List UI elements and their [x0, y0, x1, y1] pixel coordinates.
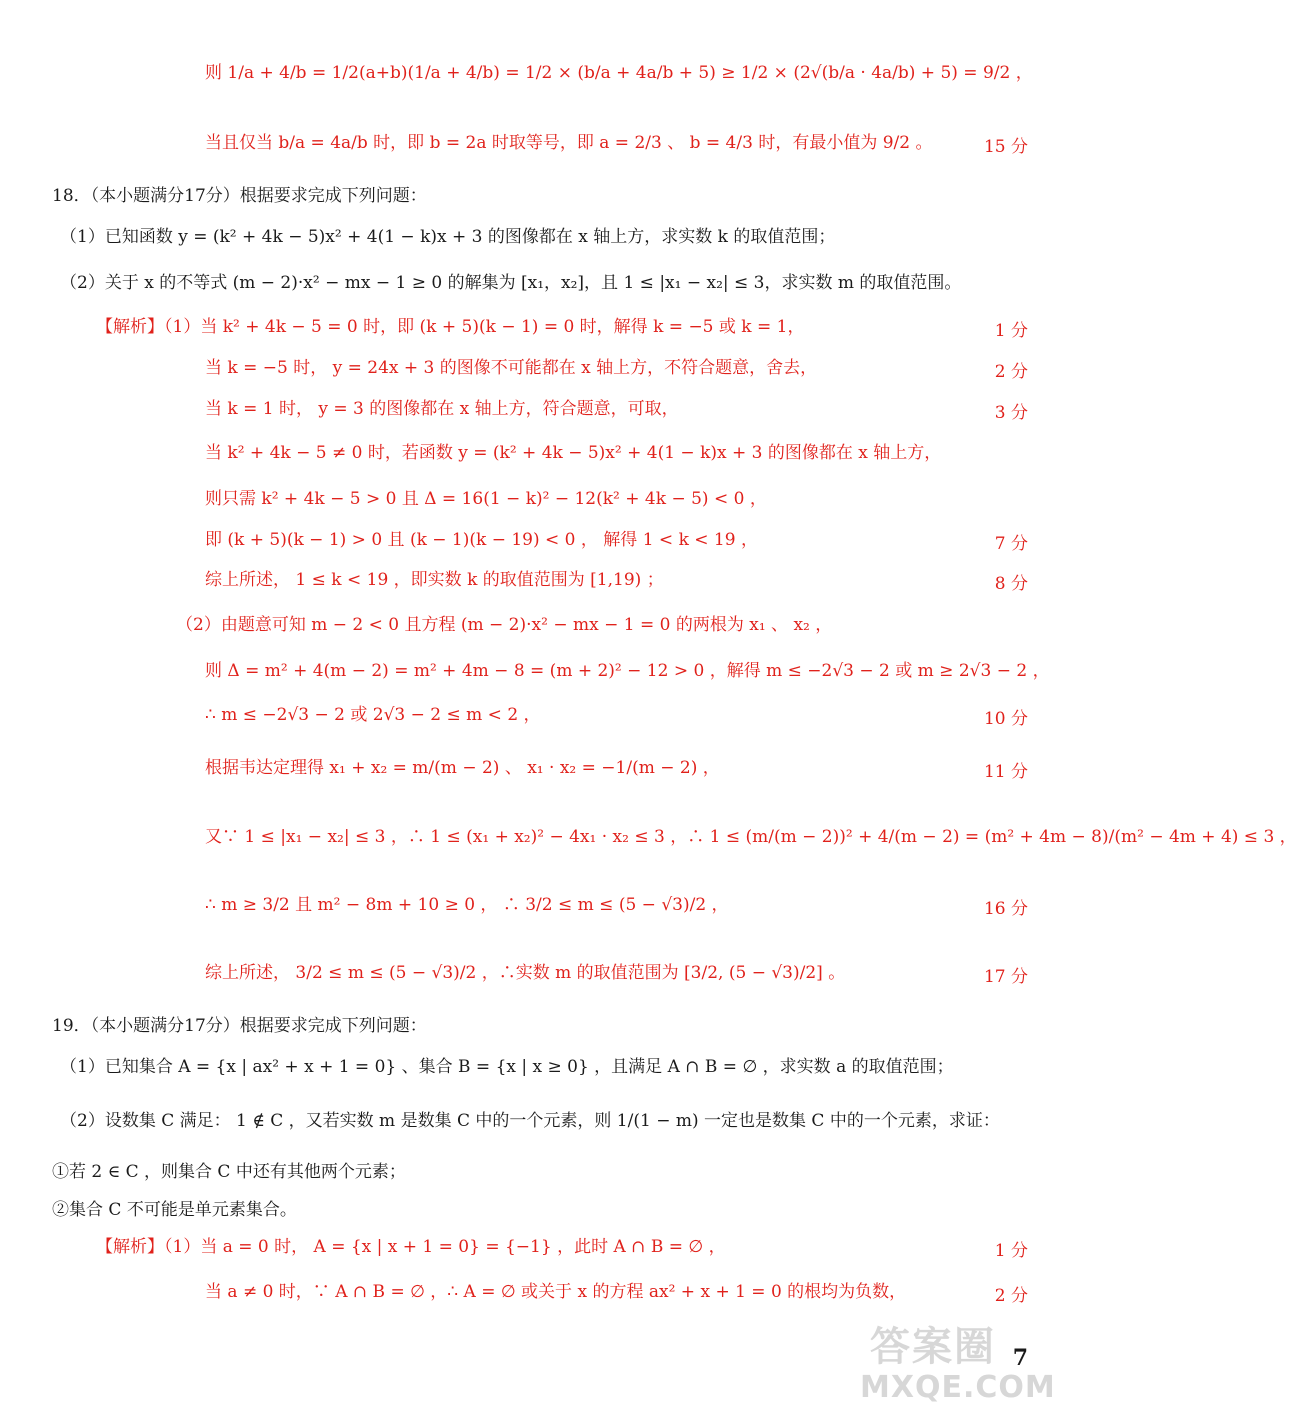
solution-line: （2）由题意可知 m − 2 < 0 且方程 (m − 2)·x² − mx − 1 = 0 的两根为 x₁ 、 x₂ ，: [176, 615, 833, 635]
solution-line: ∴ m ≥ 3/2 且 m² − 8m + 10 ≥ 0 ， ∴ 3/2 ≤ m ≤ (5 − √3)/2 ，: [205, 895, 729, 915]
question-part: （2）关于 x 的不等式 (m − 2)·x² − mx − 1 ≥ 0 的解集为 [x₁，x₂]，且 1 ≤ |x₁ − x₂| ≤ 3，求实数 m 的取值范围。: [60, 273, 962, 293]
score-label: 7 分: [994, 534, 1028, 554]
solution-line: 综上所述， 3/2 ≤ m ≤ (5 − √3)/2 ，∴实数 m 的取值范围为 [3/2, (5 − √3)/2] 。: [205, 963, 846, 983]
watermark-top-text: 答案圈: [870, 1324, 996, 1370]
score-label: 1 分: [994, 1241, 1028, 1261]
question-part: ②集合 C 不可能是单元素集合。: [52, 1200, 297, 1220]
question-part: （1）已知集合 A = {x | ax² + x + 1 = 0} 、集合 B = {x | x ≥ 0} ，且满足 A ∩ B = ∅ ，求实数 a 的取值范围；: [60, 1057, 954, 1077]
text-line: 当且仅当 b/a = 4a/b 时，即 b = 2a 时取等号，即 a = 2/3 、 b = 4/3 时，有最小值为 9/2 。: [205, 133, 933, 153]
score-label: 15 分: [983, 137, 1028, 157]
question-part: （1）已知函数 y = (k² + 4k − 5)x² + 4(1 − k)x + 3 的图像都在 x 轴上方，求实数 k 的取值范围；: [60, 227, 836, 247]
solution-line: 【解析】（1）当 k² + 4k − 5 = 0 时，即 (k + 5)(k − 1) = 0 时，解得 k = −5 或 k = 1，: [96, 317, 805, 337]
score-label: 2 分: [994, 362, 1028, 382]
solution-line: 根据韦达定理得 x₁ + x₂ = m/(m − 2) 、 x₁ · x₂ = −1/(m − 2) ，: [205, 758, 720, 778]
solution-line: 则 Δ = m² + 4(m − 2) = m² + 4m − 8 = (m + 2)² − 12 > 0 ，解得 m ≤ −2√3 − 2 或 m ≥ 2√3 − 2 ，: [205, 661, 1050, 681]
solution-line: 当 a ≠ 0 时，∵ A ∩ B = ∅ ，∴ A = ∅ 或关于 x 的方程 ax² + x + 1 = 0 的根均为负数，: [205, 1282, 907, 1302]
score-label: 1 分: [994, 321, 1028, 341]
solution-line: 当 k = 1 时， y = 3 的图像都在 x 轴上方，符合题意，可取，: [205, 399, 679, 419]
score-label: 2 分: [994, 1286, 1028, 1306]
solution-line: 当 k² + 4k − 5 ≠ 0 时，若函数 y = (k² + 4k − 5)x² + 4(1 − k)x + 3 的图像都在 x 轴上方，: [205, 443, 942, 463]
solution-line: 又∵ 1 ≤ |x₁ − x₂| ≤ 3 ，∴ 1 ≤ (x₁ + x₂)² − 4x₁ · x₂ ≤ 3 ，∴ 1 ≤ (m/(m − 2))² + 4/(m − 2) = (m² + 4m − 8)/(m² − 4m + 4) ≤ 3 ，: [205, 827, 1297, 847]
score-label: 16 分: [983, 899, 1028, 919]
question-part: （2）设数集 C 满足： 1 ∉ C ，又若实数 m 是数集 C 中的一个元素，则 1/(1 − m) 一定也是数集 C 中的一个元素，求证：: [60, 1111, 1000, 1131]
score-label: 10 分: [983, 709, 1028, 729]
solution-line: 即 (k + 5)(k − 1) > 0 且 (k − 1)(k − 19) < 0 ， 解得 1 < k < 19 ，: [205, 530, 758, 550]
score-label: 8 分: [994, 574, 1028, 594]
question-heading: 18．（本小题满分17分）根据要求完成下列问题：: [52, 186, 427, 206]
question-heading: 19．（本小题满分17分）根据要求完成下列问题：: [52, 1016, 427, 1036]
score-label: 17 分: [983, 967, 1028, 987]
score-label: 3 分: [994, 403, 1028, 423]
score-label: 11 分: [983, 762, 1028, 782]
solution-line: 当 k = −5 时， y = 24x + 3 的图像不可能都在 x 轴上方，不符合题意，舍去，: [205, 358, 818, 378]
solution-line: 则只需 k² + 4k − 5 > 0 且 Δ = 16(1 − k)² − 12(k² + 4k − 5) < 0 ，: [205, 489, 767, 509]
solution-line: 综上所述， 1 ≤ k < 19 ，即实数 k 的取值范围为 [1,19) ；: [205, 570, 664, 590]
text-line: 则 1/a + 4/b = 1/2(a+b)(1/a + 4/b) = 1/2 × (b/a + 4a/b + 5) ≥ 1/2 × (2√(b/a · 4a/b) + 5) = 9/2 ，: [205, 63, 1033, 83]
solution-line: ∴ m ≤ −2√3 − 2 或 2√3 − 2 ≤ m < 2 ，: [205, 705, 541, 725]
question-part: ①若 2 ∈ C ，则集合 C 中还有其他两个元素；: [52, 1162, 406, 1182]
solution-line: 【解析】（1）当 a = 0 时， A = {x | x + 1 = 0} = {−1} ，此时 A ∩ B = ∅ ，: [96, 1237, 726, 1257]
watermark-bottom-text: MXQE.COM: [860, 1370, 1056, 1405]
page-number: 7: [1012, 1345, 1028, 1371]
